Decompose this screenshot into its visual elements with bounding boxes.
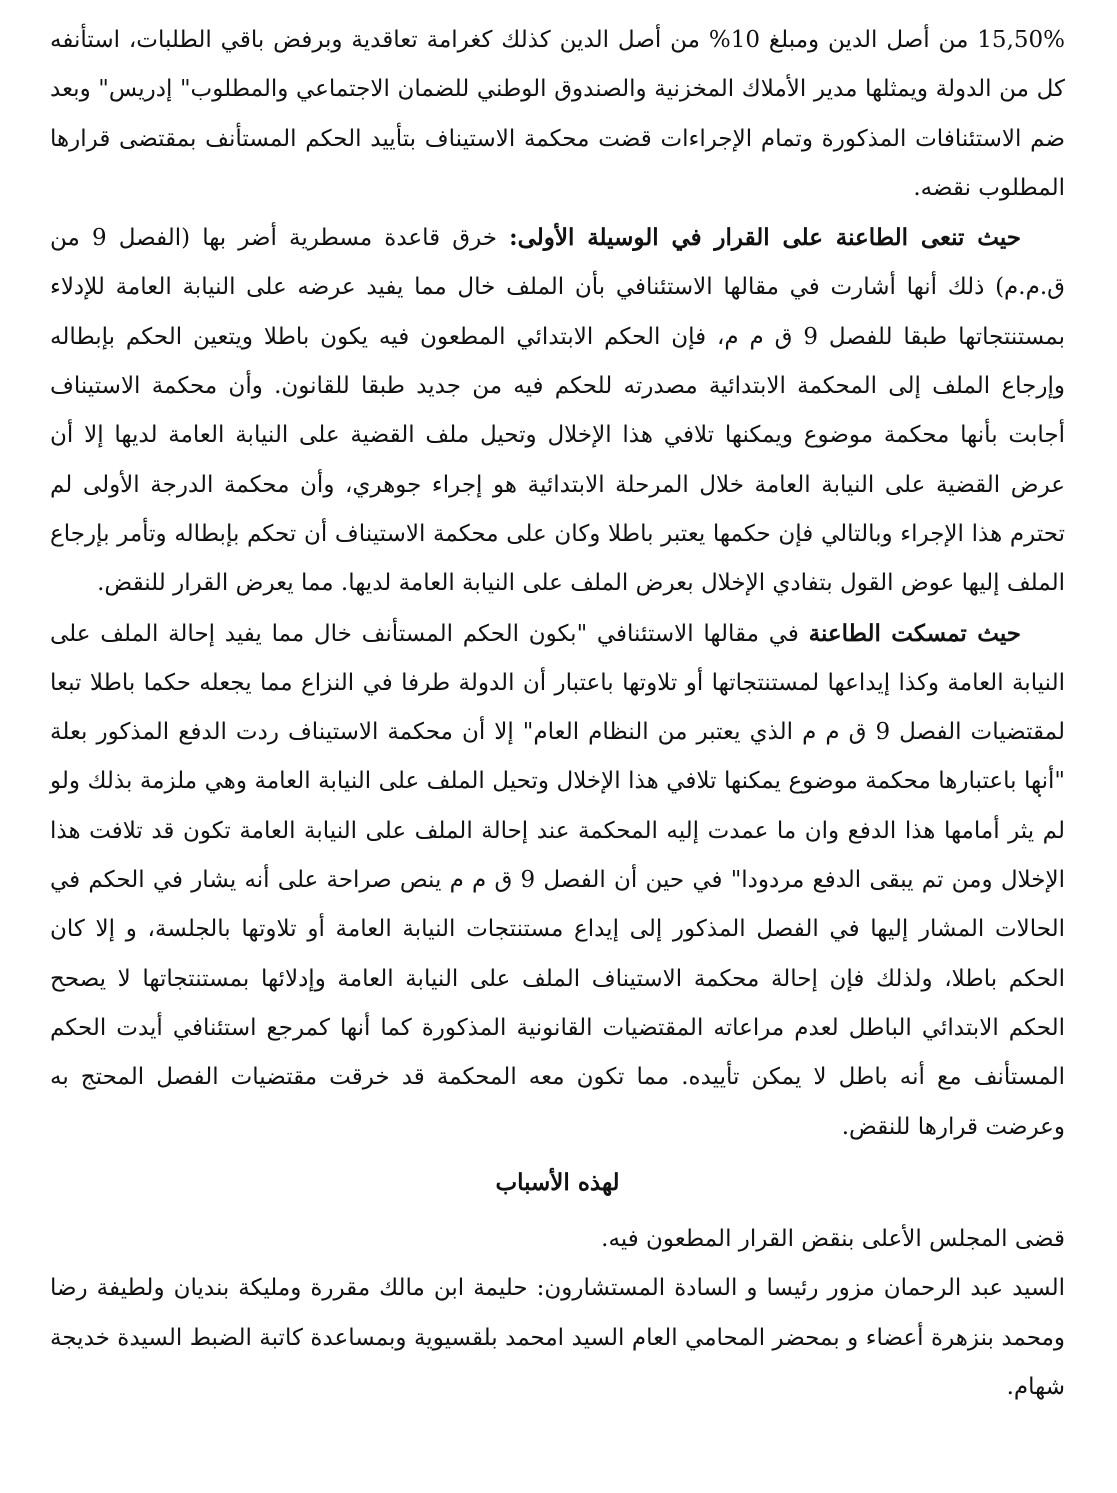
second-ground-paragraph [50, 609, 1065, 1152]
panel-composition: السيد عبد الرحمان مزور رئيسا و السادة المستشارون: حليمة ابن مالك مقررة ومليكة بنديان ولطيفة رضا ومحمد بنزهرة أعضاء و بمحضر المحامي العام السيد امحمد بلقسيوية وبمساعدة كاتبة الضبط السيدة خديجة شهام. [50, 1275, 1065, 1401]
verdict-line: قضى المجلس الأعلى بنقض القرار المطعون فيه. [601, 1226, 1065, 1253]
scan-speck [1038, 794, 1041, 797]
reasons-heading: لهذه الأسباب [495, 1168, 620, 1196]
second-ground-lead: حيث تمسكت الطاعنة [808, 619, 1021, 647]
intro-paragraph: 15,50% من أصل الدين ومبلغ 10% من أصل الدين كذلك كغرامة تعاقدية وبرفض باقي الطلبات، استأنفه كل من الدولة ويمثلها مدير الأملاك المخزنية والصندوق الوطني للضمان الاجتماعي والمطلوب" إدريس" وبعد ضم الاستئنافات المذكورة وتمام الإجراءات قضت محكمة الاستيناف بتأييد الحكم المستأنف بمقتضى قرارها المطلوب نقضه. [50, 27, 1065, 201]
second-ground-text: في مقالها الاستئنافي "بكون الحكم المستأنف خال مما يفيد إحالة الملف على النيابة العامة وكذا إيداعها لمستنتجاتها أو تلاوتها باعتبار أن الدولة طرفا في النزاع مما يجعله حكما باطلا تبعا لمقتضيات الفصل 9 ق م م الذي يعتبر من النظام العام" إلا أن محكمة الاستيناف ردت الدفع المذكور بعلة "أنها باعتبارها محكمة موضوع يمكنها تلافي هذا الإخلال وتحيل الملف على النيابة العامة وهي ملزمة بذلك ولو لم يثر أمامها هذا الدفع وان ما عمدت إليه المحكمة عند إحالة الملف على النيابة العامة تكون قد تلافت هذا الإخلال ومن تم يبقى الدفع مردودا" في حين أن الفصل 9 ق م م ينص صراحة على أنه يشار في الحكم في الحالات المشار إليها في الفصل المذكور إلى إيداع مستنتجات النيابة العامة أو تلاوتها بالجلسة، و إلا كان الحكم باطلا، ولذلك فإن إحالة محكمة الاستيناف الملف على النيابة العامة وإدلائها بمستنتجاتها لا يصحح الحكم الابتدائي الباطل لعدم مراعاته المقتضيات القانونية المذكورة كما أنها كمرجع استئنافي أيدت الحكم المستأنف مع أنه باطل لا يمكن تأييده. مما تكون معه المحكمة قد خرقت مقتضيات الفصل المحتج به وعرضت قرارها للنقض. [50, 620, 1065, 1140]
judgment-text [50, 16, 1065, 1412]
first-ground-lead: حيث تنعى الطاعنة على القرار في الوسيلة الأولى: [509, 224, 1021, 252]
first-ground-paragraph [50, 213, 1065, 608]
first-ground-text: خرق قاعدة مسطرية أضر بها (الفصل 9 من ق.م.م) ذلك أنها أشارت في مقالها الاستئنافي بأن الملف خال مما يفيد عرضه على النيابة العامة للإدلاء بمستنتجاتها طبقا للفصل 9 ق م م، فإن الحكم الابتدائي المطعون فيه يكون باطلا ويتعين الحكم بإبطاله وإرجاع الملف إلى المحكمة الابتدائية مصدرته للحكم فيه من جديد طبقا للقانون. وأن محكمة الاستيناف أجابت بأنها محكمة موضوع ويمكنها تلافي هذا الإخلال وتحيل ملف القضية على النيابة العامة لديها إلا أن عرض القضية على النيابة العامة خلال المرحلة الابتدائية هو إجراء جوهري، وأن محكمة الدرجة الأولى لم تحترم هذا الإجراء وبالتالي فإن حكمها يعتبر باطلا وكان على محكمة الاستيناف أن تحكم بإبطاله وتأمر بإرجاع الملف إليها عوض القول بتفادي الإخلال بعرض الملف على النيابة العامة لديها. مما يعرض القرار للنقض. [50, 225, 1065, 597]
